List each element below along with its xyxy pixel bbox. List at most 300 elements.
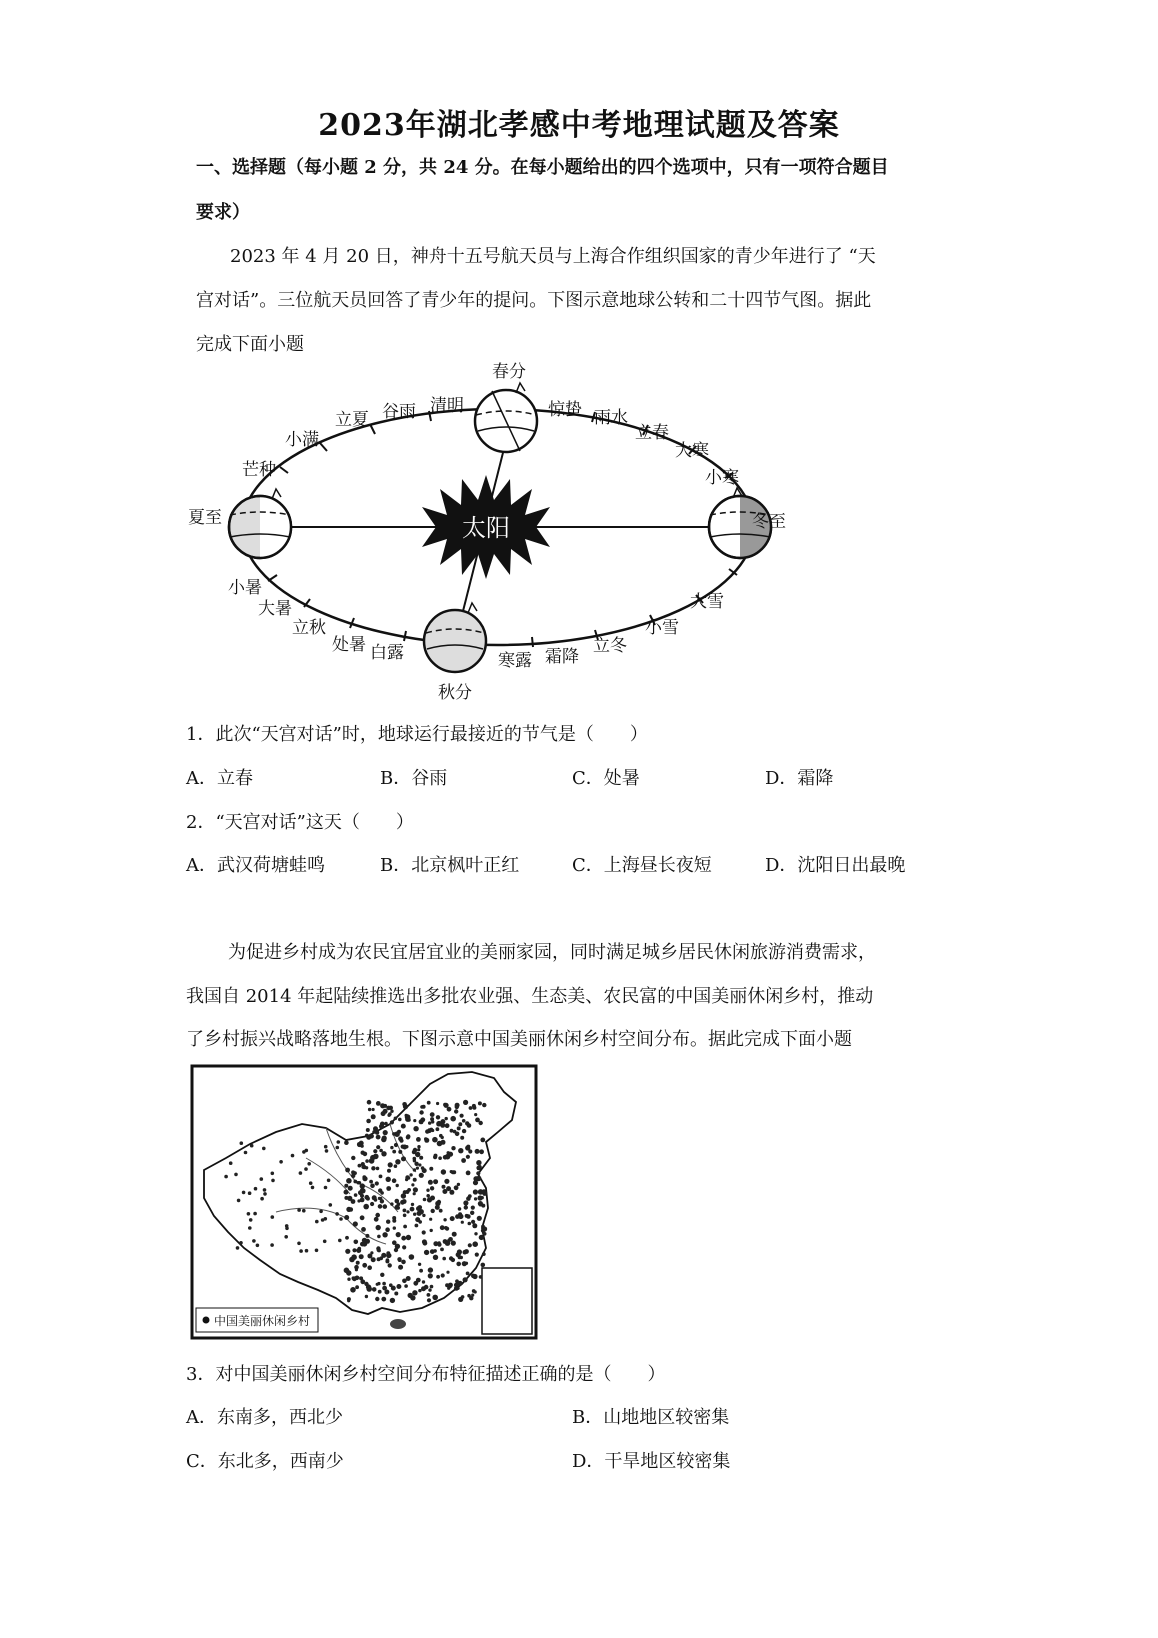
village-dot xyxy=(405,1117,410,1122)
village-dot xyxy=(395,1199,400,1204)
village-dot xyxy=(380,1103,385,1108)
village-dot xyxy=(470,1211,474,1215)
passage1-line3: 完成下面小题 xyxy=(196,334,304,355)
village-dot xyxy=(403,1190,407,1194)
section-heading-line2: 要求） xyxy=(196,202,250,223)
q2-option-a[interactable]: A．武汉荷塘蛙鸣 xyxy=(186,855,325,876)
village-dot xyxy=(365,1295,368,1298)
village-dot xyxy=(420,1117,425,1122)
village-dot xyxy=(376,1135,381,1140)
village-dot xyxy=(429,1167,433,1171)
village-dot xyxy=(381,1137,386,1142)
village-dot xyxy=(428,1267,433,1272)
term-qiufen: 秋分 xyxy=(438,683,472,703)
village-dot xyxy=(410,1295,415,1300)
village-dot xyxy=(371,1166,375,1170)
village-dot xyxy=(468,1222,472,1226)
village-dot xyxy=(329,1203,333,1207)
village-dot xyxy=(466,1171,471,1176)
village-dot xyxy=(419,1156,423,1160)
village-dot xyxy=(478,1201,483,1206)
village-dot xyxy=(403,1209,407,1213)
village-dot xyxy=(324,1217,328,1221)
passage2-line1: 为促进乡村成为农民宜居宜业的美丽家园，同时满足城乡居民休闲旅游消费需求， xyxy=(228,942,876,963)
q2-option-d[interactable]: D．沈阳日出最晚 xyxy=(765,855,906,876)
village-dot xyxy=(400,1200,405,1205)
village-dot xyxy=(466,1214,471,1219)
page-title: 2023年湖北孝感中考地理试题及答案 xyxy=(318,108,840,143)
village-dot xyxy=(418,1263,421,1266)
village-dot xyxy=(438,1156,442,1160)
village-dot xyxy=(439,1209,443,1213)
village-dot xyxy=(360,1194,364,1198)
village-dot xyxy=(395,1159,400,1164)
village-dot xyxy=(392,1219,396,1223)
village-dot xyxy=(430,1112,435,1117)
village-dot xyxy=(447,1107,452,1112)
village-dot xyxy=(365,1159,369,1163)
village-dot xyxy=(454,1185,459,1190)
village-dot xyxy=(315,1249,319,1253)
village-dot xyxy=(390,1110,393,1113)
village-dot xyxy=(351,1254,357,1260)
village-dot xyxy=(442,1185,446,1189)
earth-summer-solstice-icon xyxy=(229,489,291,558)
village-dot xyxy=(476,1160,481,1165)
village-dot xyxy=(394,1292,398,1296)
village-dot xyxy=(428,1180,433,1185)
village-dot xyxy=(388,1263,392,1267)
village-dot xyxy=(430,1117,434,1121)
village-dot xyxy=(378,1290,382,1294)
village-dot xyxy=(386,1220,390,1224)
village-dot xyxy=(471,1220,475,1224)
village-dot xyxy=(371,1114,376,1119)
term-bailu: 白露 xyxy=(370,643,404,663)
south-china-sea-inset xyxy=(482,1268,532,1334)
village-dot xyxy=(390,1202,393,1205)
village-dot xyxy=(234,1173,238,1177)
village-dot xyxy=(356,1248,361,1253)
q3-option-a[interactable]: A．东南多，西北少 xyxy=(186,1407,343,1428)
village-dot xyxy=(461,1221,464,1224)
village-dot xyxy=(279,1160,283,1164)
village-dot xyxy=(460,1114,464,1118)
village-dot xyxy=(345,1249,350,1254)
village-dot xyxy=(263,1188,267,1192)
village-dot xyxy=(323,1240,327,1244)
village-dot xyxy=(430,1186,434,1190)
village-dot xyxy=(427,1298,431,1302)
village-dot xyxy=(422,1214,425,1217)
village-dot xyxy=(366,1128,370,1132)
village-dot xyxy=(362,1175,366,1179)
village-dot xyxy=(403,1214,407,1218)
village-dot xyxy=(352,1248,356,1252)
village-dot xyxy=(482,1103,486,1107)
village-dot xyxy=(366,1135,371,1140)
village-dot xyxy=(428,1121,431,1124)
village-dot xyxy=(422,1239,427,1244)
village-dot xyxy=(422,1168,427,1173)
village-dot xyxy=(376,1246,380,1250)
village-dot xyxy=(450,1129,454,1133)
village-dot xyxy=(376,1167,380,1171)
q3-stem: 3．对中国美丽休闲乡村空间分布特征描述正确的是（ ） xyxy=(186,1364,666,1385)
village-dot xyxy=(473,1176,478,1181)
village-dot xyxy=(271,1179,275,1183)
village-dot xyxy=(481,1228,485,1232)
village-dot xyxy=(429,1218,432,1221)
village-dot xyxy=(418,1220,422,1224)
village-dot xyxy=(464,1205,468,1209)
village-dot xyxy=(413,1157,417,1161)
village-dot xyxy=(375,1213,380,1218)
village-dot xyxy=(338,1239,342,1243)
village-dot xyxy=(253,1212,257,1216)
village-dot xyxy=(302,1209,306,1213)
term-dongzhi: 冬至 xyxy=(752,512,786,532)
village-dot xyxy=(457,1281,462,1286)
village-dot xyxy=(355,1268,358,1271)
village-dot xyxy=(385,1259,389,1263)
village-dot xyxy=(433,1255,438,1260)
passage2-line2: 我国自 2014 年起陆续推选出多批农业强、生态美、农民富的中国美丽休闲乡村，推动 xyxy=(186,986,874,1007)
village-dot xyxy=(247,1212,251,1216)
village-dot xyxy=(436,1115,440,1119)
village-dot xyxy=(415,1152,420,1157)
village-dot xyxy=(394,1117,398,1121)
village-dot xyxy=(447,1239,451,1243)
term-liqiu: 立秋 xyxy=(292,618,326,638)
term-guyu: 谷雨 xyxy=(382,402,416,422)
village-dot xyxy=(370,1184,375,1189)
village-dot xyxy=(376,1283,379,1286)
village-dot xyxy=(344,1215,349,1220)
village-dot xyxy=(428,1288,431,1291)
village-dot xyxy=(463,1277,468,1282)
village-dot xyxy=(366,1119,371,1124)
orbit-diagram xyxy=(180,355,820,710)
village-dot xyxy=(402,1245,406,1249)
q1-option-b[interactable]: B．谷雨 xyxy=(380,768,448,789)
village-dot xyxy=(461,1158,466,1163)
village-dot xyxy=(479,1149,484,1154)
term-chunfen: 春分 xyxy=(492,362,526,382)
village-dot xyxy=(402,1279,407,1284)
village-dot xyxy=(406,1210,409,1213)
village-dot xyxy=(390,1146,393,1149)
passage1-line2: 宫对话”。三位航天员回答了青少年的提问。下图示意地球公转和二十四节气图。据此 xyxy=(196,290,872,311)
village-dot xyxy=(381,1297,386,1302)
village-dot xyxy=(368,1108,371,1111)
village-dot xyxy=(431,1209,435,1213)
village-dot xyxy=(370,1155,375,1160)
village-dot xyxy=(413,1126,418,1131)
village-dot xyxy=(390,1298,395,1303)
q3-option-d[interactable]: D．干旱地区较密集 xyxy=(572,1451,731,1472)
village-dot xyxy=(395,1205,400,1210)
village-dot xyxy=(471,1274,476,1279)
village-dot xyxy=(260,1197,264,1201)
village-dot xyxy=(309,1181,313,1185)
village-dot xyxy=(384,1122,388,1126)
village-dot xyxy=(325,1149,329,1153)
village-dot xyxy=(427,1197,432,1202)
village-dot xyxy=(385,1227,390,1232)
village-dot xyxy=(403,1225,407,1229)
village-dot xyxy=(446,1271,449,1274)
village-dot xyxy=(284,1235,288,1239)
village-dot xyxy=(409,1173,412,1176)
village-dot xyxy=(420,1105,424,1109)
village-dot xyxy=(440,1225,445,1230)
village-dot xyxy=(229,1161,233,1165)
term-xiaoshu: 小暑 xyxy=(228,578,262,598)
q2-stem: 2．“天宫对话”这天（ ） xyxy=(186,812,414,833)
village-dot xyxy=(462,1129,466,1133)
village-dot xyxy=(482,1252,486,1256)
village-dot xyxy=(401,1260,406,1265)
term-dashu: 大暑 xyxy=(258,599,292,619)
village-dot xyxy=(378,1204,383,1209)
q2-option-c[interactable]: C．上海昼长夜短 xyxy=(572,855,712,876)
village-dot xyxy=(429,1128,433,1132)
village-dot xyxy=(396,1284,401,1289)
village-dot xyxy=(398,1150,402,1154)
village-dot xyxy=(416,1278,421,1283)
village-dot xyxy=(430,1229,433,1232)
term-xiaoman: 小满 xyxy=(285,430,319,450)
village-dot xyxy=(372,1287,377,1292)
village-dot xyxy=(386,1253,391,1258)
village-dot xyxy=(387,1114,390,1117)
village-dot xyxy=(324,1145,328,1149)
village-dot xyxy=(344,1184,348,1188)
village-dot xyxy=(425,1129,429,1133)
village-dot xyxy=(410,1207,415,1212)
village-dot xyxy=(480,1138,485,1143)
village-dot xyxy=(441,1169,446,1174)
village-dot xyxy=(360,1198,365,1203)
village-dot xyxy=(285,1224,289,1228)
village-dot xyxy=(467,1294,471,1298)
village-dot xyxy=(436,1121,442,1127)
village-dot xyxy=(467,1123,472,1128)
term-hanlu: 寒露 xyxy=(498,651,532,671)
village-dot xyxy=(336,1146,340,1150)
village-dot xyxy=(353,1180,357,1184)
village-dot xyxy=(256,1244,260,1248)
village-dot xyxy=(376,1225,381,1230)
village-dot xyxy=(458,1297,463,1302)
q3-option-c[interactable]: C．东北多，西南少 xyxy=(186,1451,344,1472)
term-dahan: 大寒 xyxy=(675,441,709,461)
village-dot xyxy=(387,1169,391,1173)
village-dot xyxy=(395,1244,400,1249)
village-dot xyxy=(455,1132,460,1137)
village-dot xyxy=(446,1186,451,1191)
passage2-line3: 了乡村振兴战略落地生根。下图示意中国美丽休闲乡村空间分布。据此完成下面小题 xyxy=(186,1029,852,1050)
village-dot xyxy=(354,1240,359,1245)
village-dot xyxy=(361,1162,365,1166)
village-dot xyxy=(435,1205,440,1210)
village-dot xyxy=(270,1243,274,1247)
village-dot xyxy=(477,1216,482,1221)
village-dot xyxy=(297,1208,301,1212)
village-dot xyxy=(377,1235,381,1239)
village-dot xyxy=(351,1170,355,1174)
village-dot xyxy=(445,1117,448,1120)
q1-option-a[interactable]: A．立春 xyxy=(186,768,253,789)
village-dot xyxy=(348,1186,353,1191)
village-dot xyxy=(382,1232,387,1237)
village-dot xyxy=(324,1186,328,1190)
village-dot xyxy=(466,1196,471,1201)
village-dot xyxy=(474,1232,477,1235)
village-dot xyxy=(455,1103,460,1108)
village-dot xyxy=(392,1150,396,1154)
village-dot xyxy=(373,1149,377,1153)
village-dot xyxy=(398,1118,402,1122)
village-dot xyxy=(401,1236,406,1241)
village-dot xyxy=(304,1167,308,1171)
q1-option-c[interactable]: C．处暑 xyxy=(572,768,640,789)
village-dot xyxy=(471,1206,475,1210)
village-dot xyxy=(454,1109,458,1113)
passage1-line1: 2023 年 4 月 20 日，神舟十五号航天员与上海合作组织国家的青少年进行了 “天 xyxy=(230,246,876,267)
village-dot xyxy=(349,1207,354,1212)
village-dot xyxy=(262,1147,266,1151)
village-dot xyxy=(458,1148,463,1153)
village-dot xyxy=(444,1179,449,1184)
village-dot xyxy=(376,1145,380,1149)
village-dot xyxy=(406,1235,411,1240)
village-dot xyxy=(360,1215,365,1220)
village-dot xyxy=(297,1242,301,1246)
village-dot xyxy=(347,1299,350,1302)
village-dot xyxy=(347,1278,350,1281)
q1-option-d[interactable]: D．霜降 xyxy=(765,768,834,789)
village-dot xyxy=(451,1241,456,1246)
earth-spring-equinox-icon xyxy=(475,383,537,452)
village-dot xyxy=(367,1265,372,1270)
village-dot xyxy=(440,1248,444,1252)
village-dot xyxy=(475,1149,480,1154)
village-dot xyxy=(351,1199,356,1204)
village-dot xyxy=(379,1175,383,1179)
village-dot xyxy=(381,1151,386,1156)
village-dot xyxy=(474,1113,477,1116)
term-mangzhong: 芒种 xyxy=(242,460,276,480)
village-dot xyxy=(422,1280,425,1283)
village-dot xyxy=(414,1162,418,1166)
village-dot xyxy=(436,1102,439,1105)
village-dot xyxy=(450,1116,456,1122)
village-dot xyxy=(383,1109,388,1114)
village-dot xyxy=(389,1283,393,1287)
village-dot xyxy=(426,1194,430,1198)
village-dot xyxy=(335,1212,339,1216)
village-dot xyxy=(248,1226,252,1230)
village-dot xyxy=(442,1257,446,1261)
village-dot xyxy=(416,1206,421,1211)
village-dot xyxy=(252,1239,256,1243)
village-dot xyxy=(413,1213,416,1216)
village-dot xyxy=(271,1172,275,1176)
village-dot xyxy=(436,1275,440,1279)
village-dot xyxy=(418,1289,421,1292)
village-dot xyxy=(446,1154,449,1157)
village-dot xyxy=(481,1196,484,1199)
village-dot xyxy=(472,1106,476,1110)
village-dot xyxy=(360,1144,363,1147)
village-dot xyxy=(462,1119,466,1123)
village-dot xyxy=(344,1140,349,1145)
village-dot xyxy=(372,1195,377,1200)
village-dot xyxy=(399,1139,403,1143)
village-dot xyxy=(419,1173,424,1178)
q3-option-b[interactable]: B．山地地区较密集 xyxy=(572,1407,730,1428)
village-dot xyxy=(366,1284,371,1289)
village-dot xyxy=(417,1145,420,1148)
village-dot xyxy=(380,1191,384,1195)
village-dot xyxy=(433,1155,437,1159)
village-dot xyxy=(344,1190,349,1195)
village-dot xyxy=(311,1186,315,1190)
village-dot xyxy=(415,1224,419,1228)
village-dot xyxy=(416,1137,421,1142)
village-dot xyxy=(437,1243,441,1247)
village-dot xyxy=(359,1276,363,1280)
village-dot xyxy=(386,1177,391,1182)
village-dot xyxy=(423,1198,427,1202)
village-dot xyxy=(362,1263,367,1268)
village-dot xyxy=(403,1104,408,1109)
village-dot xyxy=(394,1143,398,1147)
village-dot xyxy=(472,1241,478,1247)
village-dot xyxy=(307,1162,311,1166)
village-dot xyxy=(413,1187,418,1192)
village-dot xyxy=(450,1170,453,1173)
village-dot xyxy=(370,1202,374,1206)
term-chushu: 处暑 xyxy=(332,635,366,655)
q2-option-b[interactable]: B．北京枫叶正红 xyxy=(380,855,520,876)
term-lichun: 立春 xyxy=(635,423,669,443)
village-dot xyxy=(358,1181,362,1185)
village-dot xyxy=(413,1168,416,1171)
village-dot xyxy=(454,1286,459,1291)
village-dot xyxy=(481,1263,486,1268)
village-dot xyxy=(436,1127,440,1131)
village-dot xyxy=(250,1144,254,1148)
village-dot xyxy=(339,1217,343,1221)
village-dot xyxy=(428,1273,433,1278)
village-dot xyxy=(401,1156,406,1161)
village-dot xyxy=(361,1227,366,1232)
village-dot xyxy=(390,1120,394,1124)
village-dot xyxy=(450,1216,455,1221)
village-dot xyxy=(475,1253,479,1257)
village-dot xyxy=(367,1100,372,1105)
village-dot xyxy=(384,1290,389,1295)
village-dot xyxy=(416,1167,419,1170)
village-dot xyxy=(451,1146,455,1150)
village-dot xyxy=(360,1188,364,1192)
village-dot xyxy=(441,1273,445,1277)
village-dot xyxy=(476,1166,481,1171)
village-dot xyxy=(427,1293,431,1297)
